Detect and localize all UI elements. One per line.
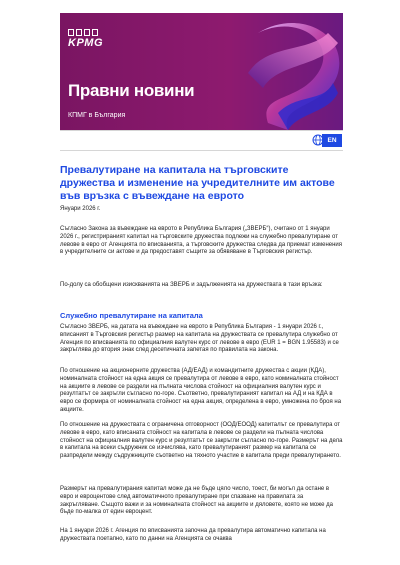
- header-banner: [60, 13, 343, 130]
- intro-paragraph: Съгласно Закона за въвеждане на еврото в Република България („ЗВЕРБ“), считано от 1 януари 2026 г., регистрираният капитал на търговските дружества подлежи на служебно превалутиране от левове в евро от Агенцията по вписванията, а търговските дружества следва да приемат изменения в учредителните си актове и да предоставят същите за обявяване в Търговския регистър.: [60, 226, 343, 256]
- paragraph-2: По отношение на акционерните дружества (АД/ЕАД) и командитните дружества с акции (КДА), номиналната стойност на една акция се превалутира от левове в евро, като номиналната стойност на акциите в левове се раздели на пълната числова стойност на официалния валутен курс и резултатът се закръгли съгласно по-горе. Съответно, превалутираният капитал на АД и на КДА в евро се формира от номиналната стойност на една акция, определена в евро, умножена по броя на акциите.: [60, 368, 342, 413]
- paragraph-1: Съгласно ЗВЕРБ, на датата на въвеждане на еврото в Република България - 1 януари 2026 г., вписаният в Търговския регистър размер на капитала на дружествата се превалутира служебно от Агенция по вписванията по официалния валутен курс от левове в евро (EUR 1 = BGN 1.95583) и се закръглява до втория знак след десетичната запетая по правилата на закона.: [60, 324, 339, 354]
- language-en-button[interactable]: EN: [322, 134, 342, 147]
- language-divider: [60, 150, 343, 151]
- article-date: Януари 2026 г.: [60, 206, 101, 212]
- paragraph-5: На 1 януари 2026 г. Агенция по вписванията започна да превалутира автоматично капитала на дружествата поетапно, като по данни на Агенцията се очаква: [60, 528, 326, 542]
- paragraph-3: По отношение на дружествата с ограничена отговорност (ООД/ЕООД) капиталът се превалутира от левове в евро, като вписаната стойност на капитала в левове се раздели на пълната числова стойност на официалния валутен курс и резултатът се закръгли съгласно по-горе. Размерът на дела в капитала на всеки съдружник се изчислява, като превалутираният размер на капитала се разпредели между съдружниците съответно на тяхното участие в капитала преди превалутирането.: [60, 422, 343, 460]
- kpmg-logo: KPMG: [68, 37, 103, 49]
- article-headline: Превалутиране на капитала на търговските дружества и изменение на учредителните им актове във връзка с въвеждане на еврото: [60, 164, 335, 202]
- kpmg-logo-boxes: [68, 29, 98, 36]
- intro-paragraph-2: По-долу са обобщени изискванията на ЗВЕРБ и задълженията на дружествата в тази връзка:: [60, 282, 323, 288]
- banner-divider: [60, 130, 343, 131]
- abstract-ribbon-art: [238, 13, 343, 130]
- paragraph-4: Размерът на превалутирания капитал може да не бъде цяло число, тоест, би могъл да остане в евро и евроцентове след автоматичното превалутиране при спазване на правилата за закръгляване. Същото важи и за номиналната стойност на акциите и дяловете, която не може да бъде по-малка от един евроцент.: [60, 486, 333, 516]
- newsletter-title: Правни новини: [68, 81, 195, 100]
- newsletter-subtitle: КПМГ в България: [68, 112, 126, 119]
- section-title: Служебно превалутиране на капитала: [60, 311, 203, 320]
